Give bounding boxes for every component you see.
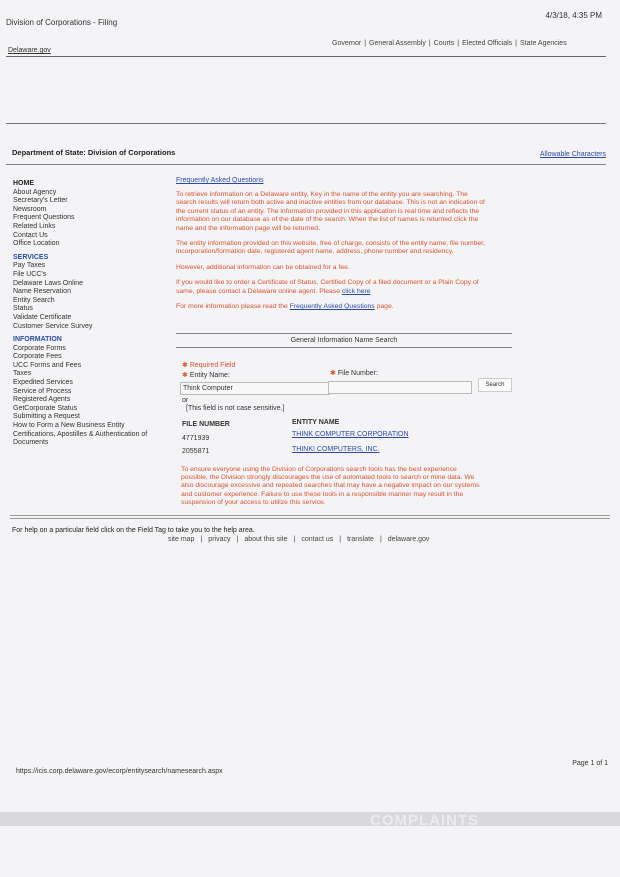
- file-number-label-text: File Number:: [337, 370, 378, 377]
- result-file-number: 2055871: [182, 448, 210, 455]
- footer-link-translate[interactable]: translate: [347, 536, 374, 543]
- info-paragraph: The entity information provided on this website, free of charge, consists of the entity name, file number, incorporation/formation date, registered agent name, address, phone number and residency.: [176, 240, 486, 256]
- sidebar-item-entity-search[interactable]: Entity Search: [13, 296, 55, 304]
- nav-courts[interactable]: Courts: [433, 40, 455, 47]
- sidebar-home[interactable]: HOME: [13, 180, 34, 187]
- or-text: or: [182, 397, 189, 404]
- order-text: If you would like to order a Certificate of Status, Certified Copy of a filed document or a Plain Copy of same, please contact a Delaware online agent. Please: [176, 279, 479, 295]
- sidebar-item-submitting-a-request[interactable]: Submitting a Request: [13, 413, 80, 421]
- sidebar-item-contact-us[interactable]: Contact Us: [13, 231, 48, 239]
- footer-link-about[interactable]: about this site: [244, 536, 288, 543]
- nav-elected-officials[interactable]: Elected Officials: [462, 40, 513, 47]
- sidebar-item-corporate-fees[interactable]: Corporate Fees: [13, 353, 62, 361]
- divider: [6, 164, 606, 165]
- column-header-file-number: FILE NUMBER: [182, 421, 230, 428]
- info-text: [176, 191, 486, 311]
- entity-name-label[interactable]: [182, 371, 230, 379]
- case-sensitivity-note: [This field is not case sensitive.]: [186, 405, 285, 412]
- more-info-text: For more information please read the: [176, 303, 288, 311]
- faq-link-top[interactable]: Frequently Asked Questions: [176, 177, 264, 184]
- sidebar-item-file-uccs[interactable]: File UCC's: [13, 270, 47, 278]
- page-number: Page 1 of 1: [572, 760, 608, 767]
- sidebar-item-status[interactable]: Status: [13, 305, 33, 313]
- allowable-characters-link[interactable]: Allowable Characters: [539, 151, 606, 158]
- general-info-header: General Information Name Search: [176, 333, 512, 348]
- sidebar-item-about-agency[interactable]: About Agency: [13, 188, 57, 196]
- footer-link-site-map[interactable]: site map: [168, 536, 195, 543]
- sidebar-item-related-links[interactable]: Related Links: [13, 222, 56, 230]
- info-paragraph: To retrieve information on a Delaware entity, Key in the name of the entity you are searching. The search results will return both active and inactive entities from our database. This is not an indication of the current status of an entity. The information provided in this application is real time and reflects the information on our database as of the date of the search. When the list of names is returned click the name and the information page will be returned.: [176, 191, 485, 232]
- department-title: Department of State: Division of Corporations: [12, 148, 176, 157]
- search-button[interactable]: Search: [478, 378, 512, 392]
- result-entity-link[interactable]: THINK! COMPUTERS, INC.: [292, 446, 380, 453]
- file-number-label[interactable]: [330, 369, 378, 377]
- scan-edge: [0, 812, 620, 826]
- result-file-number: 4771939: [182, 435, 210, 442]
- sidebar-item-service-of-process[interactable]: Service of Process: [13, 387, 72, 395]
- print-datetime: 4/3/18, 4:35 PM: [545, 11, 602, 20]
- sidebar: [13, 180, 173, 448]
- sidebar-item-customer-service-survey[interactable]: Customer Service Survey: [13, 322, 93, 330]
- sidebar-item-how-to-form[interactable]: How to Form a New Business Entity: [13, 422, 125, 430]
- automation-warning: To ensure everyone using the Division of Corporations search tools has the best experience possible, the Division strongly discourages the use of automated tools to search or mine data. We also discourage excessive and repeated searches that may have a negative impact on our systems and customer experience. Failure to use these tools in a responsible manner may result in the suspension of your access to utilize this service.: [181, 466, 480, 506]
- divider: [10, 515, 610, 516]
- result-entity-link[interactable]: THINK COMPUTER CORPORATION: [292, 431, 409, 438]
- divider: [10, 518, 610, 519]
- sidebar-item-taxes[interactable]: Taxes: [13, 370, 32, 378]
- info-paragraph: However, additional information can be obtained for a fee.: [176, 263, 350, 271]
- sidebar-item-pay-taxes[interactable]: Pay Taxes: [13, 262, 46, 270]
- info-paragraph: [176, 303, 486, 311]
- sidebar-item-expedited-services[interactable]: Expedited Services: [13, 379, 73, 387]
- sidebar-information-title: INFORMATION: [13, 336, 62, 344]
- sidebar-item-corporate-forms[interactable]: Corporate Forms: [13, 344, 66, 352]
- entity-name-label-text: Entity Name:: [189, 372, 230, 379]
- document-title: Division of Corporations - Filing: [6, 18, 118, 27]
- sidebar-item-secretarys-letter[interactable]: Secretary's Letter: [13, 197, 68, 205]
- sidebar-item-newsroom[interactable]: Newsroom: [13, 205, 47, 213]
- sidebar-item-ucc-forms-and-fees[interactable]: UCC Forms and Fees: [13, 361, 82, 369]
- asterisk-icon: ✱: [182, 372, 188, 379]
- info-paragraph: [176, 279, 486, 296]
- main-content: [176, 169, 486, 318]
- divider: [6, 123, 606, 124]
- nav-governor[interactable]: Governor: [332, 40, 362, 47]
- faq-link-inline[interactable]: Frequently Asked Questions: [289, 303, 375, 311]
- asterisk-icon: ✱: [182, 362, 188, 369]
- nav-state-agencies[interactable]: State Agencies: [520, 40, 567, 47]
- delaware-gov-link[interactable]: Delaware.gov: [8, 47, 51, 54]
- print-url: https://icis.corp.delaware.gov/ecorp/entitysearch/namesearch.aspx: [16, 768, 223, 775]
- sidebar-item-name-reservation[interactable]: Name Reservation: [13, 288, 71, 296]
- sidebar-item-frequent-questions[interactable]: Frequent Questions: [13, 214, 75, 222]
- footer-link-contact[interactable]: contact us: [301, 536, 334, 543]
- nav-general-assembly[interactable]: General Assembly: [369, 40, 426, 47]
- click-here-link[interactable]: click here: [341, 287, 371, 295]
- divider: [6, 56, 606, 57]
- watermark: COMPLAINTS: [370, 812, 480, 829]
- required-text: Required Field: [189, 362, 236, 369]
- file-number-input[interactable]: [328, 381, 472, 394]
- more-info-tail: page.: [376, 303, 394, 311]
- column-header-entity-name: ENTITY NAME: [292, 419, 340, 426]
- top-nav: Governor | General Assembly | Courts | Elected Officials | State Agencies: [332, 40, 567, 47]
- sidebar-item-getcorporate-status[interactable]: GetCorporate Status: [13, 404, 78, 412]
- footer-link-privacy[interactable]: privacy: [208, 536, 231, 543]
- sidebar-services-title: SERVICES: [13, 253, 49, 261]
- help-text: For help on a particular field click on the Field Tag to take you to the help area.: [12, 527, 255, 534]
- footer-link-delaware-gov[interactable]: delaware.gov: [387, 536, 430, 543]
- footer-nav: site map | privacy | about this site | contact us | translate | delaware.gov: [168, 536, 430, 543]
- asterisk-icon: ✱: [330, 370, 336, 377]
- sidebar-item-validate-certificate[interactable]: Validate Certificate: [13, 313, 72, 321]
- sidebar-item-office-location[interactable]: Office Location: [13, 240, 60, 248]
- sidebar-item-delaware-laws-online[interactable]: Delaware Laws Online: [13, 279, 84, 287]
- sidebar-item-certifications[interactable]: Certifications, Apostilles & Authentication of Documents: [13, 430, 148, 447]
- entity-name-input[interactable]: Think Computer: [180, 382, 330, 395]
- required-legend: [182, 361, 235, 369]
- sidebar-item-registered-agents[interactable]: Registered Agents: [13, 396, 71, 404]
